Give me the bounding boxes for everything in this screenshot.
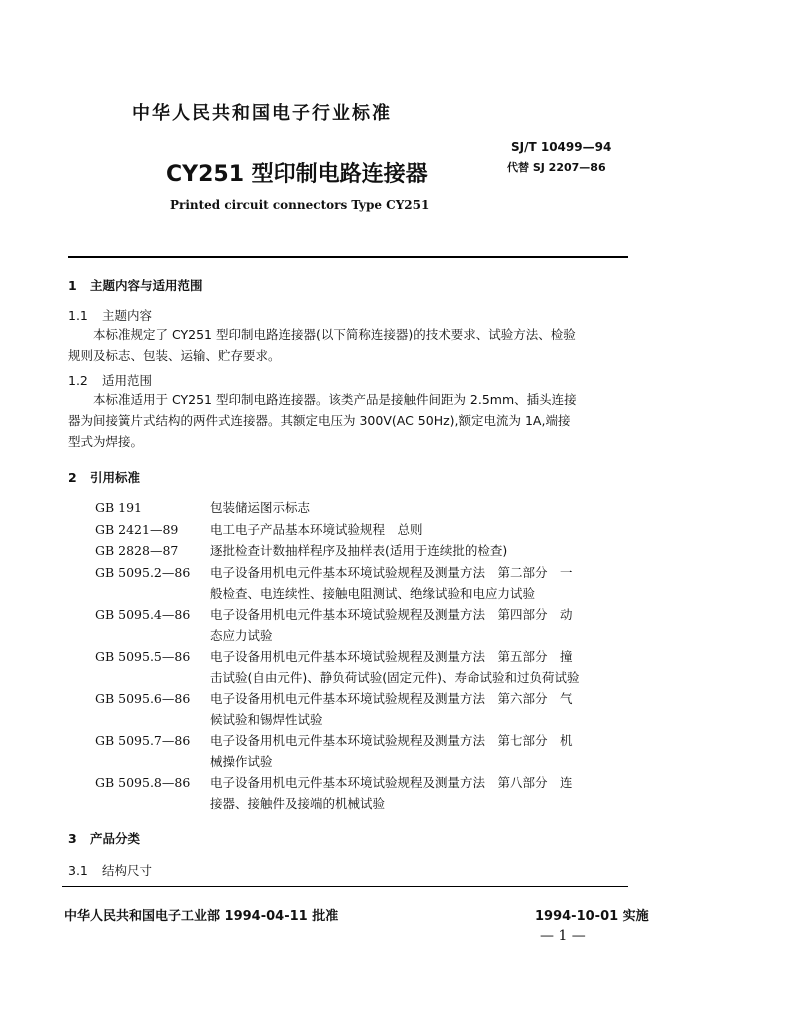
header-divider (68, 256, 628, 258)
reference-title: 逐批检查计数抽样程序及抽样表(适用于连续批的检查) (210, 543, 508, 558)
reference-code: GB 5095.4—86 (95, 607, 191, 622)
paragraph-line: 器为间接簧片式结构的两件式连接器。其额定电压为 300V(AC 50Hz),额定电流为 1A,端接 (68, 413, 571, 428)
standard-number: SJ/T 10499—94 (511, 140, 612, 154)
reference-title: 电子设备用机电元件基本环境试验规程及测量方法 第二部分 一 般检查、电连续性、接触电阻测试、绝缘试验和电应力试验 (210, 565, 573, 601)
effective-date: 1994-10-01 实施 (535, 909, 649, 924)
reference-title: 电子设备用机电元件基本环境试验规程及测量方法 第八部分 连 接器、接触件及接端的机械试验 (210, 775, 573, 811)
paragraph-line: 本标准适用于 CY251 型印制电路连接器。该类产品是接触件间距为 2.5mm、插头连接 (93, 392, 577, 407)
reference-title: 电子设备用机电元件基本环境试验规程及测量方法 第四部分 动 态应力试验 (210, 607, 573, 643)
footer-divider (62, 886, 628, 887)
reference-code: GB 191 (95, 500, 143, 515)
section-1-2-heading: 1.2 适用范围 (68, 373, 153, 388)
section-1-1-heading: 1.1 主题内容 (68, 308, 153, 323)
section-2-heading: 2 引用标准 (68, 470, 141, 485)
section-3-heading: 3 产品分类 (68, 831, 141, 846)
section-3-1-heading: 3.1 结构尺寸 (68, 863, 153, 878)
reference-title: 电子设备用机电元件基本环境试验规程及测量方法 第七部分 机 械操作试验 (210, 733, 573, 769)
reference-title: 包装储运图示标志 (210, 500, 311, 515)
issuing-organization: 中华人民共和国电子行业标准 (132, 103, 392, 124)
document-title: CY251 型印制电路连接器 (166, 162, 428, 187)
replaces-standard: 代替 SJ 2207—86 (507, 161, 606, 174)
reference-code: GB 5095.2—86 (95, 565, 191, 580)
reference-code: GB 5095.6—86 (95, 691, 191, 706)
reference-code: GB 2421—89 (95, 522, 179, 537)
reference-title: 电子设备用机电元件基本环境试验规程及测量方法 第五部分 撞 击试验(自由元件)、静负荷试验(固定元件)、寿命试验和过负荷试验 (210, 649, 580, 685)
section-1-1-body (68, 324, 630, 366)
reference-code: GB 2828—87 (95, 543, 179, 558)
paragraph-line: 本标准规定了 CY251 型印制电路连接器(以下简称连接器)的技术要求、试验方法、检验 (93, 327, 576, 342)
reference-code: GB 5095.7—86 (95, 733, 191, 748)
reference-code: GB 5095.5—86 (95, 649, 191, 664)
page-number: — 1 — (540, 928, 586, 944)
section-1-2-body (68, 389, 630, 452)
reference-title: 电工电子产品基本环境试验规程 总则 (210, 522, 423, 537)
approval-line: 中华人民共和国电子工业部 1994-04-11 批准 (64, 909, 339, 924)
reference-title: 电子设备用机电元件基本环境试验规程及测量方法 第六部分 气 候试验和锡焊性试验 (210, 691, 573, 727)
paragraph-line: 规则及标志、包装、运输、贮存要求。 (68, 348, 281, 363)
section-1-heading: 1 主题内容与适用范围 (68, 278, 203, 293)
document-title-english: Printed circuit connectors Type CY251 (170, 198, 430, 212)
paragraph-line: 型式为焊接。 (68, 434, 144, 449)
reference-code: GB 5095.8—86 (95, 775, 191, 790)
